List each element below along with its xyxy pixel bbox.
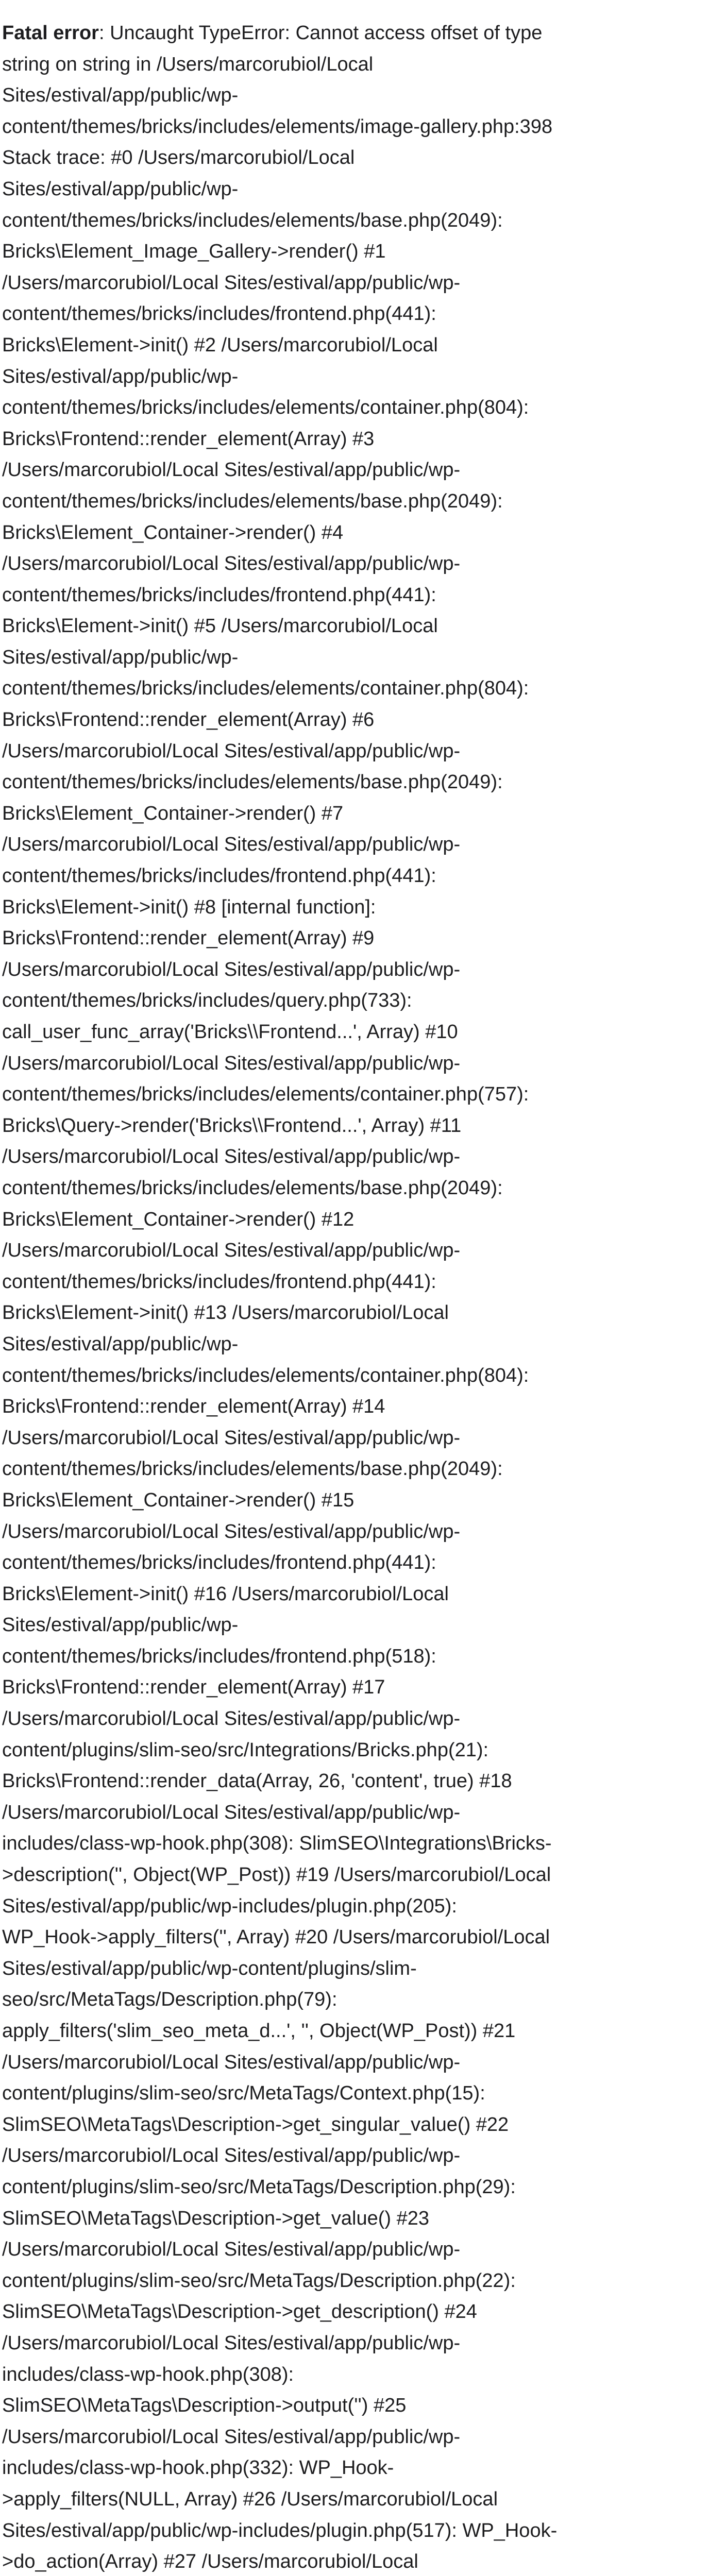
fatal-error-message (2, 18, 709, 2576)
stack-trace-line: Bricks\Element->init() #13 /Users/marcorubiol/Local (2, 1302, 449, 1324)
stack-trace-line: /Users/marcorubiol/Local Sites/estival/app/public/wp- (2, 2332, 461, 2354)
stack-trace-line: /Users/marcorubiol/Local Sites/estival/app/public/wp- (2, 1240, 461, 1262)
stack-trace-line: SlimSEO\MetaTags\Description->get_singular_value() #22 (2, 2113, 509, 2136)
stack-trace-line: SlimSEO\MetaTags\Description->get_description() #24 (2, 2301, 477, 2323)
stack-trace-line: /Users/marcorubiol/Local Sites/estival/app/public/wp- (2, 459, 461, 481)
stack-trace-line: Bricks\Element->init() #8 [internal function]: (2, 896, 376, 918)
stack-trace-line: apply_filters('slim_seo_meta_d...', '', Object(WP_Post)) #21 (2, 2020, 516, 2042)
stack-trace-line: content/themes/bricks/includes/elements/container.php(804): (2, 1364, 529, 1386)
stack-trace-line: /Users/marcorubiol/Local Sites/estival/app/public/wp- (2, 1520, 461, 1543)
stack-trace-line: Bricks\Frontend::render_element(Array) #6 (2, 709, 375, 731)
stack-trace-line: content/themes/bricks/includes/frontend.php(441): (2, 303, 436, 325)
stack-trace-line: content/plugins/slim-seo/src/Integrations/Bricks.php(21): (2, 1739, 489, 1761)
stack-trace-line: content/themes/bricks/includes/elements/base.php(2049): (2, 1177, 503, 1199)
stack-trace-line: /Users/marcorubiol/Local Sites/estival/app/public/wp- (2, 2051, 461, 2073)
stack-trace-line: Bricks\Query->render('Bricks\\Frontend...', Array) #11 (2, 1114, 462, 1137)
stack-trace-line: Bricks\Element_Container->render() #7 (2, 802, 344, 824)
stack-trace-line: /Users/marcorubiol/Local Sites/estival/app/public/wp- (2, 1427, 461, 1449)
stack-trace-line: content/plugins/slim-seo/src/MetaTags/Context.php(15): (2, 2082, 485, 2105)
stack-trace-line: content/themes/bricks/includes/elements/container.php(804): (2, 677, 529, 700)
stack-trace (2, 49, 709, 2576)
stack-trace-line: Sites/estival/app/public/wp-includes/plugin.php(517): WP_Hook- (2, 2519, 558, 2541)
stack-trace-line: Bricks\Element_Container->render() #4 (2, 521, 344, 544)
stack-trace-line: Sites/estival/app/public/wp- (2, 646, 239, 668)
stack-trace-line: /Users/marcorubiol/Local Sites/estival/app/public/wp- (2, 2239, 461, 2261)
stack-trace-line: /Users/marcorubiol/Local Sites/estival/app/public/wp- (2, 1708, 461, 1730)
stack-trace-line: Sites/estival/app/public/wp- (2, 84, 239, 107)
stack-trace-line: Bricks\Frontend::render_element(Array) #9 (2, 927, 375, 950)
stack-trace-line: content/themes/bricks/includes/elements/base.php(2049): (2, 209, 503, 231)
error-message-text: : Uncaught TypeError: Cannot access offset of type (98, 22, 543, 44)
stack-trace-line: /Users/marcorubiol/Local Sites/estival/app/public/wp- (2, 834, 461, 856)
stack-trace-line: Sites/estival/app/public/wp- (2, 365, 239, 387)
stack-trace-line: Bricks\Element_Image_Gallery->render() #1 (2, 241, 386, 263)
stack-trace-line: string on string in /Users/marcorubiol/Local (2, 53, 374, 75)
stack-trace-line: SlimSEO\MetaTags\Description->get_value() #23 (2, 2207, 429, 2229)
stack-trace-line: Stack trace: #0 /Users/marcorubiol/Local (2, 147, 355, 169)
stack-trace-line: SlimSEO\MetaTags\Description->output('') #25 (2, 2395, 407, 2417)
stack-trace-line: Bricks\Frontend::render_data(Array, 26, 'content', true) #18 (2, 1770, 512, 1792)
stack-trace-line: Bricks\Element->init() #5 /Users/marcorubiol/Local (2, 615, 438, 637)
stack-trace-line: /Users/marcorubiol/Local Sites/estival/app/public/wp- (2, 553, 461, 575)
stack-trace-line: content/themes/bricks/includes/elements/base.php(2049): (2, 1458, 503, 1480)
stack-trace-line: /Users/marcorubiol/Local Sites/estival/app/public/wp- (2, 1801, 461, 1823)
stack-trace-line: content/themes/bricks/includes/elements/base.php(2049): (2, 771, 503, 793)
stack-trace-line: content/plugins/slim-seo/src/MetaTags/Description.php(29): (2, 2176, 516, 2198)
stack-trace-line: /Users/marcorubiol/Local Sites/estival/app/public/wp- (2, 2145, 461, 2167)
error-first-line (2, 18, 709, 49)
stack-trace-line: content/themes/bricks/includes/frontend.php(441): (2, 1552, 436, 1574)
stack-trace-line: content/plugins/slim-seo/src/MetaTags/Description.php(22): (2, 2269, 516, 2292)
stack-trace-line: Sites/estival/app/public/wp-content/plugins/slim- (2, 1957, 417, 1979)
stack-trace-line: Bricks\Element->init() #2 /Users/marcorubiol/Local (2, 334, 438, 356)
stack-trace-line: content/themes/bricks/includes/query.php(733): (2, 990, 412, 1012)
fatal-error-label: Fatal error (2, 22, 99, 44)
stack-trace-line: Bricks\Element->init() #16 /Users/marcorubiol/Local (2, 1583, 449, 1605)
stack-trace-line: content/themes/bricks/includes/elements/image-gallery.php:398 (2, 115, 553, 138)
stack-trace-line: content/themes/bricks/includes/elements/container.php(757): (2, 1083, 529, 1106)
stack-trace-line: includes/class-wp-hook.php(308): SlimSEO\Integrations\Bricks- (2, 1833, 552, 1855)
stack-trace-line: seo/src/MetaTags/Description.php(79): (2, 1989, 337, 2011)
stack-trace-line: Bricks\Element_Container->render() #12 (2, 1208, 354, 1230)
stack-trace-line: /Users/marcorubiol/Local Sites/estival/app/public/wp- (2, 1052, 461, 1074)
stack-trace-line: Bricks\Frontend::render_element(Array) #17 (2, 1676, 385, 1699)
stack-trace-line: call_user_func_array('Bricks\\Frontend...', Array) #10 (2, 1021, 458, 1043)
stack-trace-line: >apply_filters(NULL, Array) #26 /Users/marcorubiol/Local (2, 2488, 498, 2510)
stack-trace-line: /Users/marcorubiol/Local Sites/estival/app/public/wp- (2, 2426, 461, 2448)
stack-trace-line: /Users/marcorubiol/Local Sites/estival/app/public/wp- (2, 272, 461, 294)
stack-trace-line: /Users/marcorubiol/Local Sites/estival/app/public/wp- (2, 740, 461, 762)
stack-trace-line: >do_action(Array) #27 /Users/marcorubiol/Local (2, 2551, 418, 2573)
stack-trace-line: WP_Hook->apply_filters('', Array) #20 /Users/marcorubiol/Local (2, 1926, 550, 1948)
stack-trace-line: Sites/estival/app/public/wp- (2, 1614, 239, 1636)
stack-trace-line: content/themes/bricks/includes/frontend.php(441): (2, 584, 436, 606)
stack-trace-line: content/themes/bricks/includes/frontend.php(518): (2, 1645, 436, 1667)
stack-trace-line: /Users/marcorubiol/Local Sites/estival/app/public/wp- (2, 1146, 461, 1168)
stack-trace-line: content/themes/bricks/includes/elements/base.php(2049): (2, 490, 503, 512)
stack-trace-line: Sites/estival/app/public/wp- (2, 178, 239, 200)
stack-trace-line: Sites/estival/app/public/wp-includes/plugin.php(205): (2, 1895, 457, 1917)
stack-trace-line: Bricks\Element_Container->render() #15 (2, 1489, 354, 1511)
stack-trace-line: >description('', Object(WP_Post)) #19 /Users/marcorubiol/Local (2, 1864, 551, 1886)
stack-trace-line: Sites/estival/app/public/wp- (2, 1333, 239, 1355)
stack-trace-line: content/themes/bricks/includes/frontend.php(441): (2, 1270, 436, 1293)
stack-trace-line: includes/class-wp-hook.php(308): (2, 2363, 294, 2385)
stack-trace-line: content/themes/bricks/includes/elements/container.php(804): (2, 397, 529, 419)
stack-trace-line: /Users/marcorubiol/Local Sites/estival/app/public/wp- (2, 958, 461, 980)
stack-trace-line: Bricks\Frontend::render_element(Array) #3 (2, 428, 375, 450)
stack-trace-line: content/themes/bricks/includes/frontend.php(441): (2, 865, 436, 887)
stack-trace-line: Bricks\Frontend::render_element(Array) #14 (2, 1396, 385, 1418)
stack-trace-line: includes/class-wp-hook.php(332): WP_Hook- (2, 2457, 394, 2479)
